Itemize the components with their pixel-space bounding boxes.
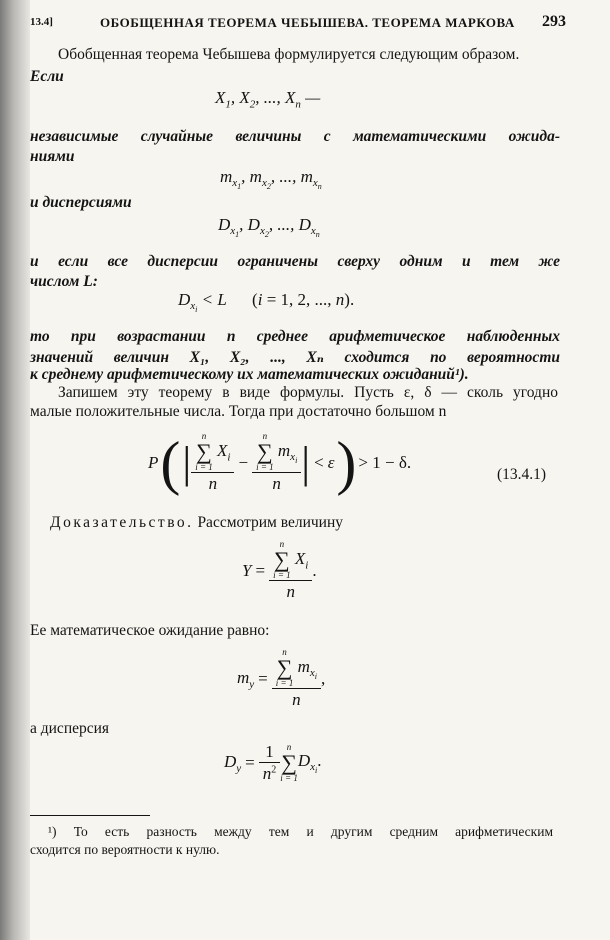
- page-number: 293: [542, 13, 566, 30]
- bounded-line-2: числом L:: [30, 273, 98, 290]
- write-line-2: малые положительные числа. Тогда при достаточно большом n: [30, 403, 447, 420]
- footnote-line-1: ¹) То есть разность между тем и другим средним арифметическим: [48, 824, 553, 839]
- page-gutter-shadow: [0, 0, 30, 940]
- independent-line-1: независимые случайные величины с математическими ожида-: [30, 128, 560, 145]
- independent-line-2: ниями: [30, 148, 75, 165]
- bounded-line-1: и если все дисперсии ограничены сверху одним и тем же: [30, 253, 560, 270]
- conclusion-line-3: к среднему арифметическому их математических ожиданий¹).: [30, 366, 469, 383]
- formula-dy: $D_y$ = $\frac{1}{n^2}$ n ∑ i = 1 $D_{x_i}$.: [224, 742, 322, 783]
- write-line-1: Запишем эту теорему в виде формулы. Пусть ε, δ — сколь угодно: [58, 384, 558, 401]
- formula-dispersions: $D_{x_1}$, $D_{x_2}$, ..., $D_{x_n}$: [218, 215, 320, 240]
- header-title: ОБОБЩЕННАЯ ТЕОРЕМА ЧЕБЫШЕВА. ТЕОРЕМА МАРКОВА: [100, 15, 515, 30]
- proof-label: Доказательство.: [50, 514, 194, 531]
- section-number: 13.4]: [30, 16, 53, 28]
- if-word: Если: [30, 68, 64, 85]
- proof-line: [50, 514, 580, 532]
- conclusion-line-1: то при возрастании n среднее арифметическое наблюденных: [30, 328, 560, 345]
- formula-random-variables: $X_1$, $X_2$, ..., $X_n$ —: [215, 88, 321, 111]
- formula-expectations: $m_{x_1}$, $m_{x_2}$, ..., $m_{x_n}$: [220, 167, 322, 192]
- equation-number: (13.4.1): [497, 466, 547, 483]
- running-header: [30, 14, 566, 36]
- proof-text: Рассмотрим величину: [197, 514, 344, 531]
- formula-my: $m_y$ = n ∑ i = 1 $m_{x_i}$ n ,: [237, 647, 326, 709]
- dispersions-line: и дисперсиями: [30, 194, 132, 211]
- formula-bound: $D_{x_i} < L$ (i = 1, 2, ..., n).: [178, 290, 355, 315]
- conclusion-line-2: значений величин X₁, X₂, ..., Xₙ сходится по вероятности: [30, 349, 560, 366]
- formula-y: Y = n ∑ i = 1 $X_i$ n .: [242, 539, 317, 601]
- footnote-rule: [30, 815, 150, 816]
- footnote-line-2: сходится по вероятности к нулю.: [30, 842, 220, 857]
- formula-chebyshev-inequality: P ( | n ∑ i = 1 $X_i$ n − n ∑ i = 1 $m_{x_i}$ n | < ε ) > 1 − δ.: [148, 430, 412, 496]
- dispersion-line: а дисперсия: [30, 720, 110, 737]
- expectation-line: Ее математическое ожидание равно:: [30, 622, 270, 639]
- intro-line: Обобщенная теорема Чебышева формулируется следующим образом.: [58, 46, 520, 63]
